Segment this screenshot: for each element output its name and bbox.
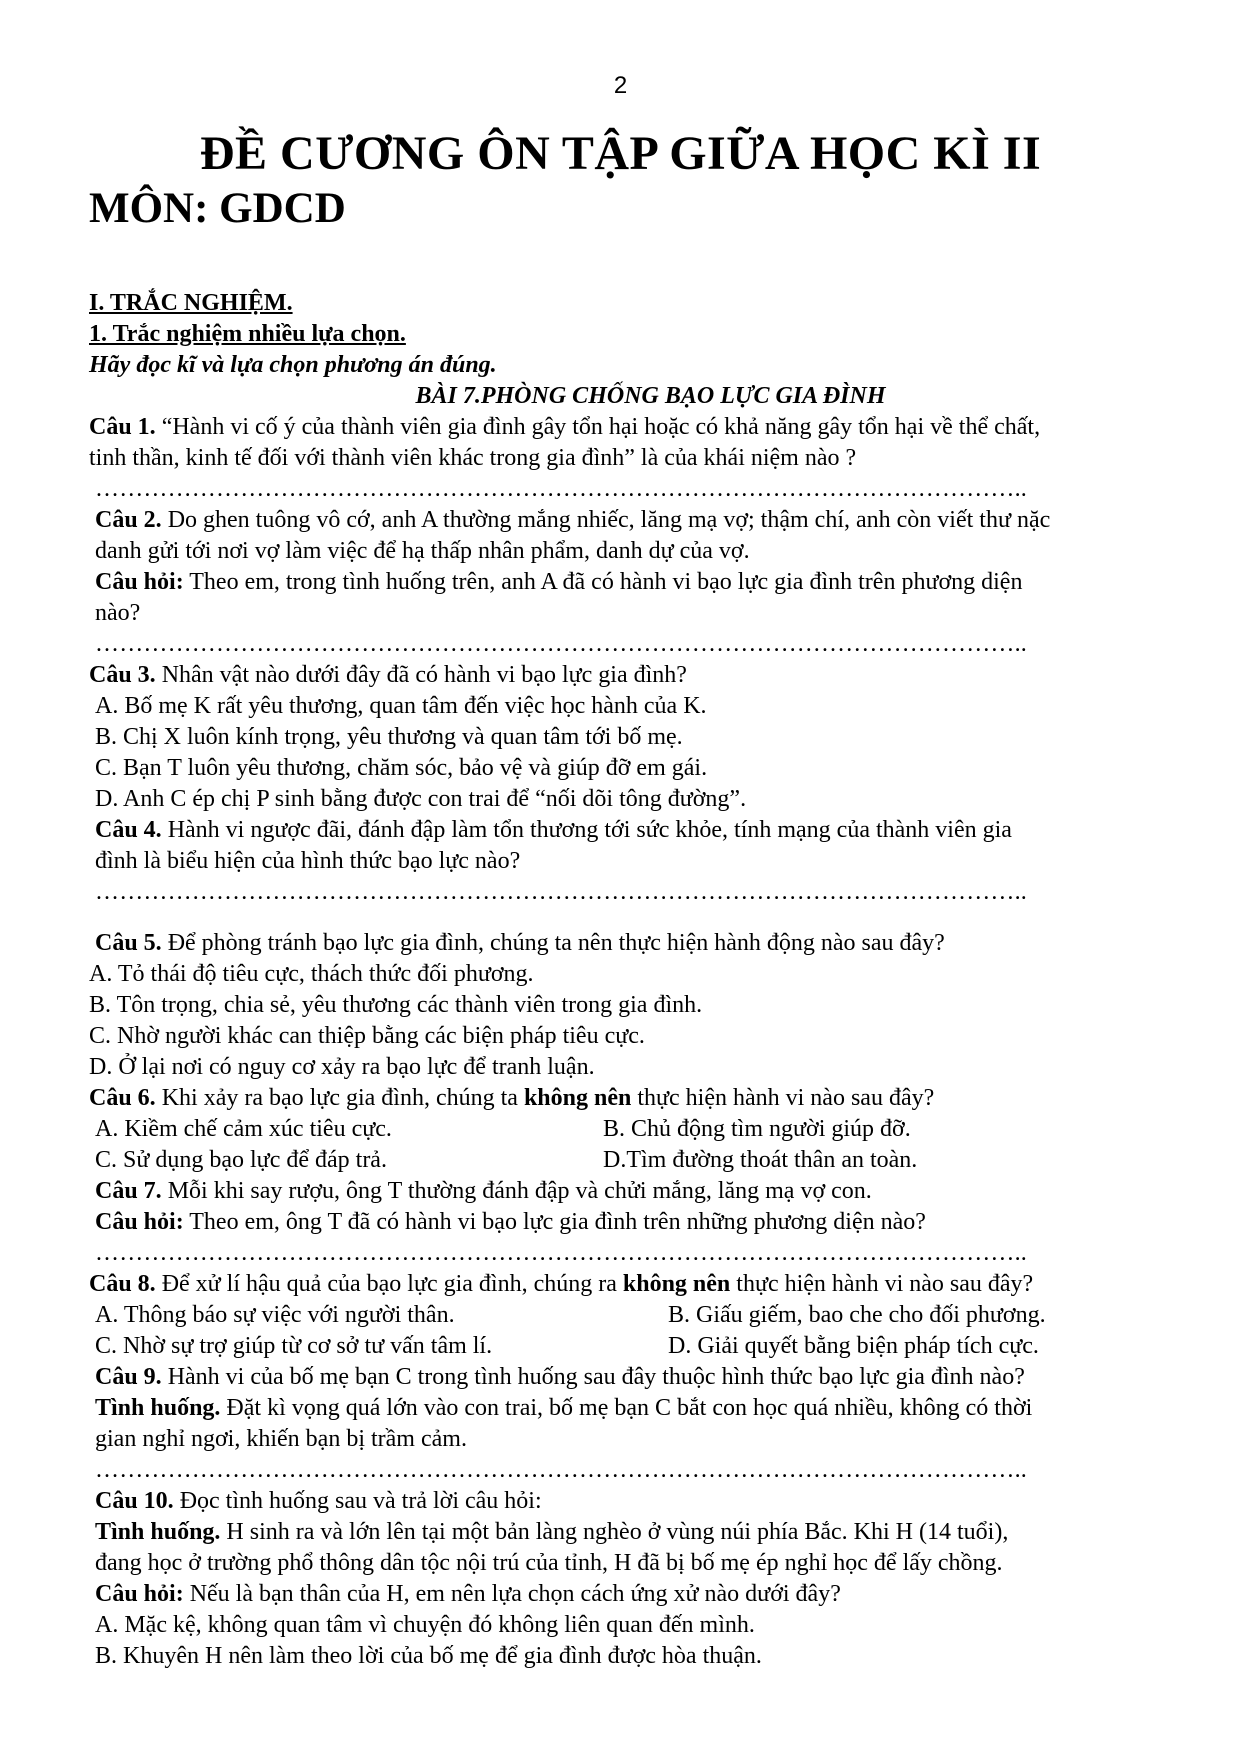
options-row [89, 1300, 1172, 1331]
question-label: Câu 10. [95, 1488, 174, 1514]
question-label: Câu 7. [95, 1178, 162, 1204]
sub-label: Câu hỏi: [95, 1209, 184, 1235]
question-sub [89, 1579, 1172, 1610]
subject-heading: MÔN: GDCD [89, 185, 346, 232]
question-text: Hành vi của bố mẹ bạn C trong tình huống sau đây thuộc hình thức bạo lực gia đình nào? [161, 1364, 1025, 1390]
option-a: A. Thông báo sự việc với người thân. [95, 1302, 455, 1328]
answer-line: …………………………………………………………………………………………………….. [95, 476, 1027, 502]
option-d: D. Anh C ép chị P sinh bằng được con trai để “nối dõi tông đường”. [95, 786, 747, 812]
option-c: C. Nhờ người khác can thiệp bằng các biện pháp tiêu cực. [89, 1023, 645, 1049]
situation-body: Đặt kì vọng quá lớn vào con trai, bố mẹ bạn C bắt con học quá nhiều, không có thời [220, 1395, 1033, 1421]
option-d: D. Ở lại nơi có nguy cơ xảy ra bạo lực để tranh luận. [89, 1054, 595, 1080]
options-row [89, 1114, 1172, 1145]
question-sub [89, 1207, 1172, 1238]
question-label: Câu 9. [95, 1364, 162, 1390]
question-text: “Hành vi cố ý của thành viên gia đình gây tổn hại hoặc có khả năng gây tổn hại về thể chất, [155, 414, 1041, 440]
question-text: Do ghen tuông vô cớ, anh A thường mắng nhiếc, lăng mạ vợ; thậm chí, anh còn viết thư nặc [161, 507, 1051, 533]
section-heading: I. TRẮC NGHIỆM. [89, 290, 293, 316]
document-title: ĐỀ CƯƠNG ÔN TẬP GIỮA HỌC KÌ II [199, 127, 1042, 180]
question-text: thực hiện hành vi nào sau đây? [730, 1271, 1034, 1297]
question-text: Khi xảy ra bạo lực gia đình, chúng ta [155, 1085, 524, 1111]
option-a: A. Tỏ thái độ tiêu cực, thách thức đối phương. [89, 961, 534, 987]
situation-text [89, 1517, 1172, 1548]
spacer [89, 908, 1172, 928]
question-4 [89, 815, 1172, 846]
question-8 [89, 1269, 1172, 1300]
option-b: B. Chủ động tìm người giúp đỡ. [603, 1116, 911, 1142]
option-a: A. Mặc kệ, không quan tâm vì chuyện đó không liên quan đến mình. [95, 1612, 755, 1638]
option-d: D.Tìm đường thoát thân an toàn. [603, 1147, 918, 1173]
situation-text [89, 1393, 1172, 1424]
option-a: A. Kiềm chế cảm xúc tiêu cực. [95, 1116, 392, 1142]
question-text: Đọc tình huống sau và trả lời câu hỏi: [173, 1488, 542, 1514]
options-row [89, 1145, 1172, 1176]
option-c: C. Bạn T luôn yêu thương, chăm sóc, bảo vệ và giúp đỡ em gái. [95, 755, 708, 781]
question-6 [89, 1083, 1172, 1114]
sub-text: Theo em, ông T đã có hành vi bạo lực gia đình trên những phương diện nào? [183, 1209, 926, 1235]
question-3 [89, 660, 1172, 691]
instruction-text: Hãy đọc kĩ và lựa chọn phương án đúng. [89, 352, 497, 378]
question-text: thực hiện hành vi nào sau đây? [631, 1085, 935, 1111]
option-c: C. Sử dụng bạo lực để đáp trả. [95, 1147, 387, 1173]
question-label: Câu 8. [89, 1271, 156, 1297]
question-text: Hành vi ngược đãi, đánh đập làm tổn thương tới sức khỏe, tính mạng của thành viên gia [161, 817, 1012, 843]
question-label: Câu 4. [95, 817, 162, 843]
question-2 [89, 505, 1172, 536]
document-body [89, 288, 1172, 1672]
page-number: 2 [613, 72, 628, 99]
situation-body: đang học ở trường phổ thông dân tộc nội trú của tỉnh, H đã bị bố mẹ ép nghỉ học để lấy chồng. [95, 1550, 1003, 1576]
option-b: B. Giấu giếm, bao che cho đối phương. [668, 1302, 1046, 1328]
option-d: D. Giải quyết bằng biện pháp tích cực. [668, 1333, 1039, 1359]
question-label: Câu 1. [89, 414, 156, 440]
question-text: Mỗi khi say rượu, ông T thường đánh đập và chửi mắng, lăng mạ vợ con. [161, 1178, 872, 1204]
question-text: tinh thần, kinh tế đối với thành viên khác trong gia đình” là của khái niệm nào ? [89, 445, 857, 471]
sub-label: Câu hỏi: [95, 1581, 184, 1607]
question-label: Câu 2. [95, 507, 162, 533]
option-b: B. Khuyên H nên làm theo lời của bố mẹ để gia đình được hòa thuận. [95, 1643, 762, 1669]
emphasis-text: không nên [622, 1271, 731, 1297]
situation-body: H sinh ra và lớn lên tại một bản làng nghèo ở vùng núi phía Bắc. Khi H (14 tuổi), [220, 1519, 1009, 1545]
question-label: Câu 6. [89, 1085, 156, 1111]
subsection-heading: 1. Trắc nghiệm nhiều lựa chọn. [89, 321, 406, 347]
question-7 [89, 1176, 1172, 1207]
option-b: B. Tôn trọng, chia sẻ, yêu thương các thành viên trong gia đình. [89, 992, 703, 1018]
question-label: Câu 5. [95, 930, 162, 956]
answer-line: …………………………………………………………………………………………………….. [95, 1240, 1027, 1266]
question-text: danh gửi tới nơi vợ làm việc để hạ thấp nhân phẩm, danh dự của vợ. [95, 538, 750, 564]
question-text: Nhân vật nào dưới đây đã có hành vi bạo lực gia đình? [155, 662, 687, 688]
answer-line: …………………………………………………………………………………………………….. [95, 879, 1027, 905]
situation-label: Tình huống. [95, 1519, 221, 1545]
option-a: A. Bố mẹ K rất yêu thương, quan tâm đến việc học hành của K. [95, 693, 707, 719]
sub-label: Câu hỏi: [95, 569, 184, 595]
sub-text: Theo em, trong tình huống trên, anh A đã có hành vi bạo lực gia đình trên phương diện [183, 569, 1023, 595]
options-row [89, 1331, 1172, 1362]
question-10 [89, 1486, 1172, 1517]
question-1 [89, 412, 1172, 443]
lesson-title: BÀI 7.PHÒNG CHỐNG BẠO LỰC GIA ĐÌNH [415, 383, 886, 409]
answer-line: …………………………………………………………………………………………………….. [95, 1457, 1027, 1483]
option-b: B. Chị X luôn kính trọng, yêu thương và quan tâm tới bố mẹ. [95, 724, 683, 750]
sub-text: nào? [95, 600, 141, 626]
question-sub [89, 567, 1172, 598]
answer-line: …………………………………………………………………………………………………….. [95, 631, 1027, 657]
question-9 [89, 1362, 1172, 1393]
question-label: Câu 3. [89, 662, 156, 688]
question-5 [89, 928, 1172, 959]
emphasis-text: không nên [523, 1085, 632, 1111]
question-text: đình là biểu hiện của hình thức bạo lực nào? [95, 848, 521, 874]
situation-label: Tình huống. [95, 1395, 221, 1421]
option-c: C. Nhờ sự trợ giúp từ cơ sở tư vấn tâm lí. [95, 1333, 493, 1359]
question-text: Để phòng tránh bạo lực gia đình, chúng ta nên thực hiện hành động nào sau đây? [161, 930, 945, 956]
question-text: Để xử lí hậu quả của bạo lực gia đình, chúng ra [155, 1271, 623, 1297]
situation-body: gian nghỉ ngơi, khiến bạn bị trầm cảm. [95, 1426, 467, 1452]
sub-text: Nếu là bạn thân của H, em nên lựa chọn cách ứng xử nào dưới đây? [183, 1581, 841, 1607]
